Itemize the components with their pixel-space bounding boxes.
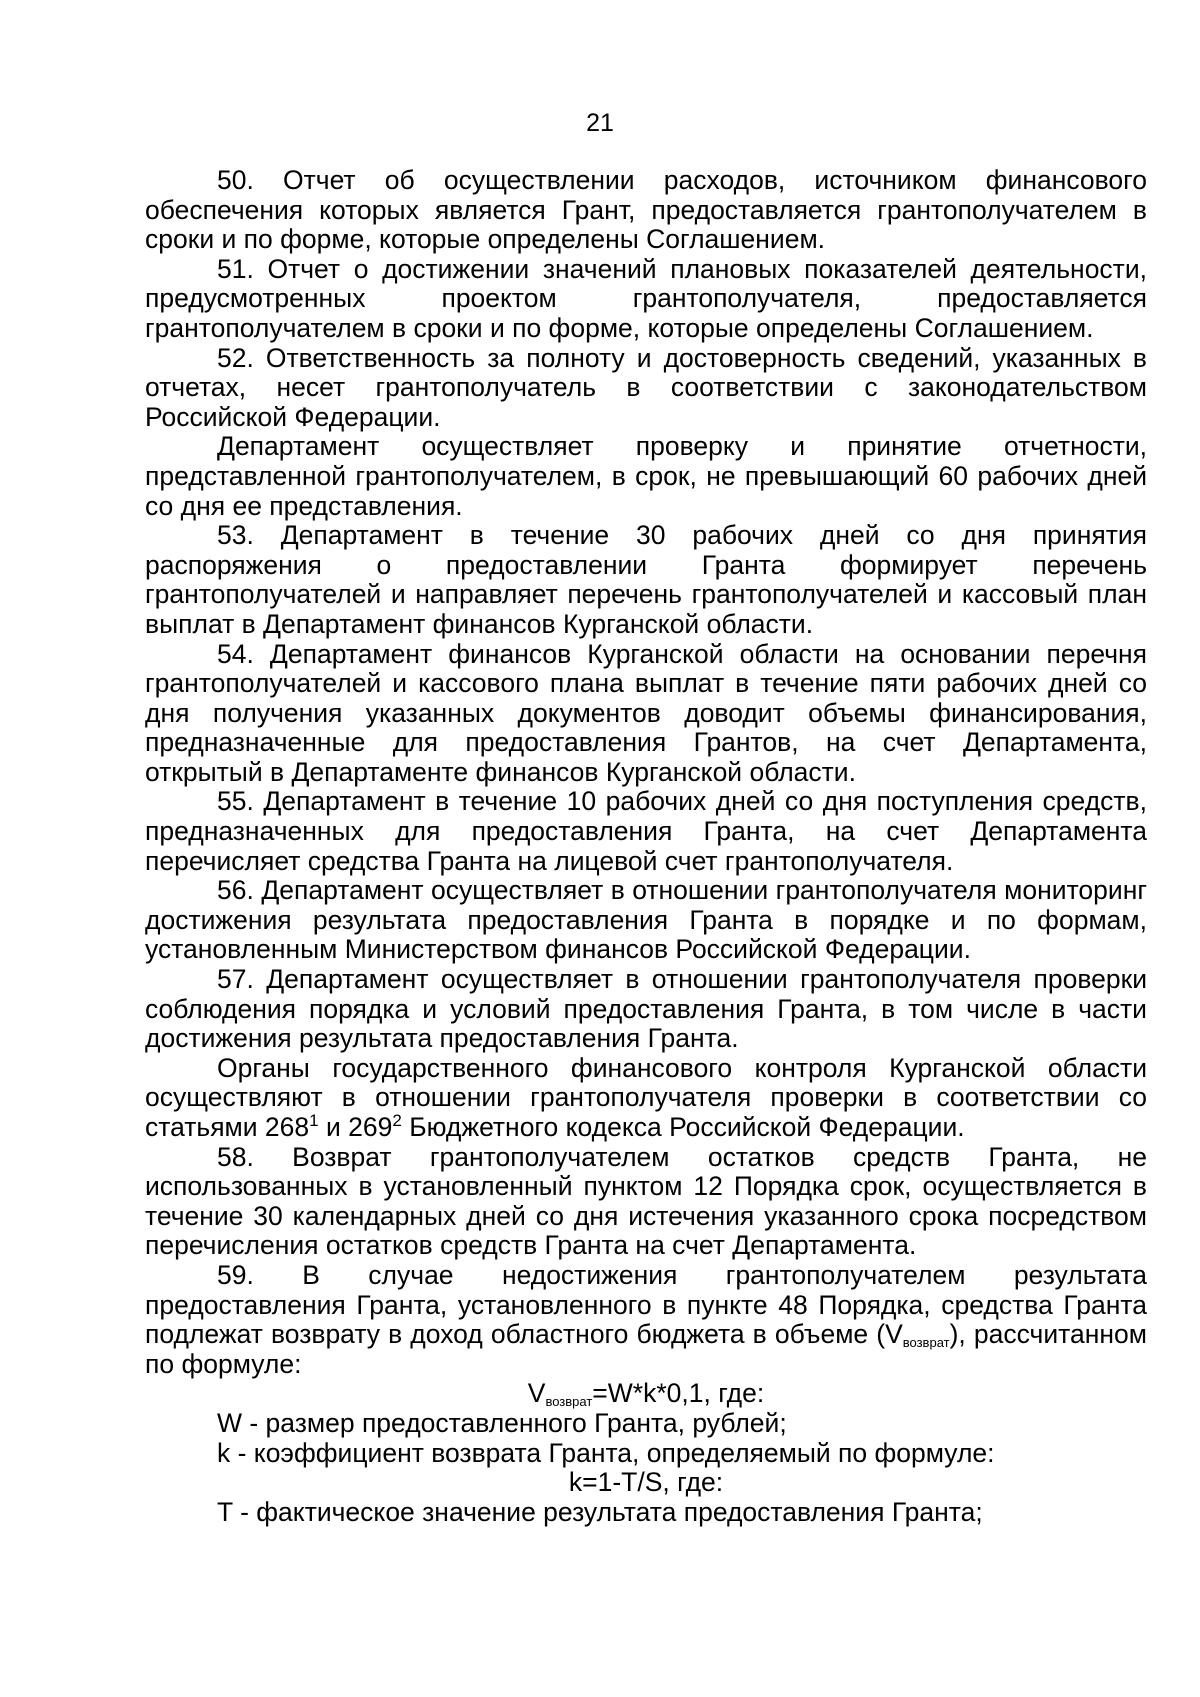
paragraph-59 xyxy=(145,1261,1147,1379)
paragraph-54: 54. Департамент финансов Курганской области на основании перечня грантополучателей и кассового плана выплат в течение пяти рабочих дней со дня получения указанных документов доводит объемы финансирования, предназначенные для предоставления Грантов, на счет Департамента, открытый в Департаменте финансов Курганской области. xyxy=(145,638,1147,787)
formula-v-vozvrat xyxy=(145,1379,1147,1409)
definition-w: W - размер предоставленного Гранта, рублей; xyxy=(217,1407,787,1438)
superscript-2: 2 xyxy=(392,1111,402,1130)
superscript-1: 1 xyxy=(309,1111,319,1130)
formula-v: V xyxy=(527,1378,546,1409)
paragraph-52: 52. Ответственность за полноту и достоверность сведений, указанных в отчетах, несет грантополучатель в соответствии с законодательством Российской Федерации. xyxy=(145,342,1147,432)
paragraph-51: 51. Отчет о достижении значений плановых показателей деятельности, предусмотренных проектом грантополучателя, предоставляется грантополучателем в сроки и по форме, которые определены Соглашением. xyxy=(145,253,1147,343)
formula-subscript: возврат xyxy=(545,1394,593,1410)
subscript-vozvrat: возврат xyxy=(902,1335,950,1351)
p59-text-2: ), рассчитанном по формуле: xyxy=(145,1319,1147,1379)
p59-text-1: 59. В случае недостижения грантополучателем результата предоставления Гранта, установленного в пункте 48 Порядка, средства Гранта подлежат возврату в доход областного бюджета в объеме (V xyxy=(145,1259,1147,1350)
paragraph-57-continuation xyxy=(145,1054,1147,1143)
p57b-text-3: Бюджетного кодекса Российской Федерации. xyxy=(401,1112,965,1142)
formula-rest: =W*k*0,1, где: xyxy=(592,1378,765,1409)
paragraph-55: 55. Департамент в течение 10 рабочих дней со дня поступления средств, предназначенных для предоставления Гранта, на счет Департамента перечисляет средства Гранта на лицевой счет грантополучателя. xyxy=(145,786,1147,876)
document-body xyxy=(145,166,1147,1527)
page-number: 21 xyxy=(586,109,614,137)
paragraph-53: 53. Департамент в течение 30 рабочих дней со дня принятия распоряжения о предоставлении Гранта формирует перечень грантополучателей и направляет перечень грантополучателей и кассовый план выплат в Департамент финансов Курганской области. xyxy=(145,520,1147,639)
definition-k: k - коэффициент возврата Гранта, определяемый по формуле: xyxy=(217,1437,995,1468)
p57b-text-2: и 269 xyxy=(318,1112,393,1142)
paragraph-57: 57. Департамент осуществляет в отношении грантополучателя проверки соблюдения порядка и условий предоставления Гранта, в том числе в части достижения результата предоставления Гранта. xyxy=(145,964,1147,1054)
definition-t: T - фактическое значение результата предоставления Гранта; xyxy=(217,1496,983,1527)
p57b-text-1: Органы государственного финансового контроля Курганской области осуществляют в отношении грантополучателя проверки в соответствии со статьями 268 xyxy=(145,1052,1147,1142)
paragraph-58: 58. Возврат грантополучателем остатков средств Гранта, не использованных в установленный пунктом 12 Порядка срок, осуществляется в течение 30 календарных дней со дня истечения указанного срока посредством перечисления остатков средств Гранта на счет Департамента. xyxy=(145,1141,1147,1261)
paragraph-50: 50. Отчет об осуществлении расходов, источником финансового обеспечения которых является Грант, предоставляется грантополучателем в сроки и по форме, которые определены Соглашением. xyxy=(145,165,1147,255)
formula-k: k=1-T/S, где: xyxy=(568,1467,724,1498)
paragraph-56: 56. Департамент осуществляет в отношении грантополучателя мониторинг достижения результата предоставления Гранта в порядке и по формам, установленным Министерством финансов Российской Федерации. xyxy=(145,875,1147,965)
paragraph-52-continuation: Департамент осуществляет проверку и принятие отчетности, представленной грантополучателем, в срок, не превышающий 60 рабочих дней со дня ее представления. xyxy=(145,431,1147,521)
